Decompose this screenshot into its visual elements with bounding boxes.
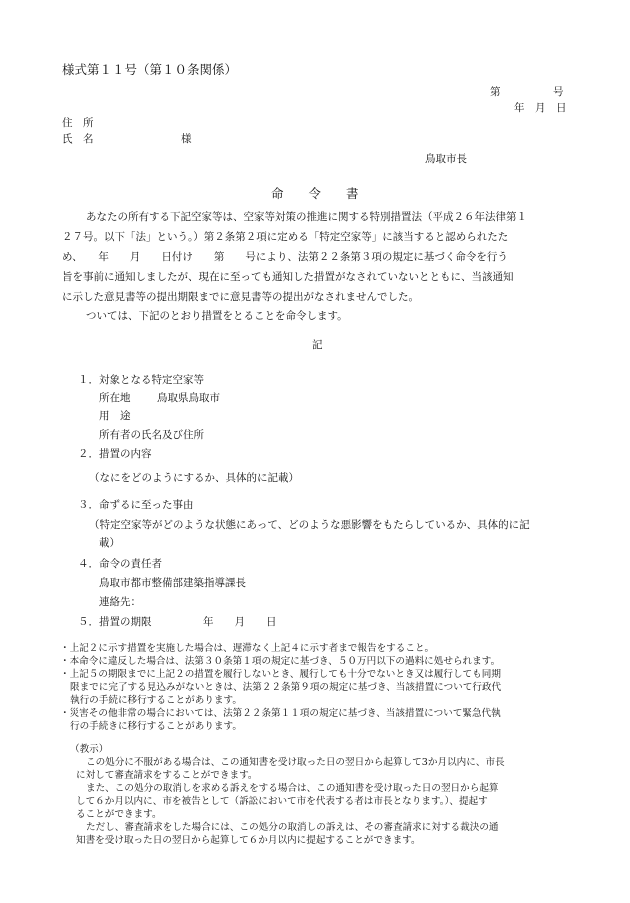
body-line-3: め、 年 月 日付け 第 号により、法第２２条第３項の規定に基づく命令を行う: [62, 251, 508, 263]
item-1-use-label: 用 途: [99, 410, 131, 422]
kyouji-p2-line-2: して６か月以内に、市を被告として（訴訟において市を代表する者は市長となります。）、提起す: [76, 796, 488, 807]
note-1: [60, 640, 434, 654]
bullet: ・: [60, 669, 70, 680]
body-line-2: ２７号。以下「法」という。）第２条第２項に定める「特定空家等」に該当すると認められたた: [62, 231, 509, 243]
item-4-heading: ４．命令の責任者: [78, 558, 162, 570]
item-2-heading: ２．措置の内容: [78, 448, 152, 460]
kyouji-p3-line-2: 知書を受け取った日の翌日から起算して６か月以内に提起することができます。: [76, 835, 421, 846]
page-title: 命 令 書: [271, 186, 359, 201]
item-2-note: （なにをどのようにするか、具体的に記載）: [89, 472, 299, 484]
item-3-heading: ３．命ずるに至った事由: [78, 499, 194, 511]
honorific: 様: [181, 133, 192, 145]
kyouji-p2-line-1: また、この処分の取消しを求める訴えをする場合は、この通知書を受け取った日の翌日から起算: [86, 783, 499, 794]
address-label: 住 所: [62, 117, 94, 129]
note-1-text: 上記２に示す措置を実施した場合は、遅滞なく上記４に示す者まで報告をすること。: [69, 643, 435, 654]
note-4-line-2: 行の手続きに移行することがあります。: [70, 721, 242, 732]
kyouji-p3-line-1: ただし、審査請求をした場合には、この処分の取消しの訴えは、その審査請求に対する裁決の通: [86, 822, 499, 833]
item-1-heading: １．対象となる特定空家等: [78, 374, 204, 386]
note-4-line-1: 災害その他非常の場合においては、法第２２条第１１項の規定に基づき、当該措置について緊急代執: [69, 708, 501, 719]
item-1-location-label: 所在地: [99, 392, 131, 404]
item-1-owner-label: 所有者の氏名及び住所: [99, 429, 204, 441]
ki-mark: 記: [312, 339, 323, 351]
note-4: [60, 705, 501, 719]
kyouji-label: （教示）: [70, 744, 109, 755]
item-3-note-line-2: 載）: [99, 537, 120, 549]
name-label: 氏 名: [62, 133, 94, 145]
bullet: ・: [60, 708, 70, 719]
form-header: 様式第１１号（第１０条関係）: [62, 62, 238, 77]
item-5-date: 年 月 日: [203, 616, 277, 628]
note-2: [60, 653, 500, 667]
document-number: 第 号: [490, 86, 564, 98]
body-line-1: あなたの所有する下記空家等は、空家等対策の推進に関する特別措置法（平成２６年法律第１: [86, 211, 527, 223]
note-3: [60, 666, 501, 680]
bullet: ・: [60, 656, 70, 667]
item-3-note-line-1: （特定空家等がどのような状態にあって、どのような悪影響をもたらしているか、具体的に記: [89, 519, 530, 531]
item-5-heading: ５．措置の期限: [78, 616, 152, 628]
note-3-line-1: 上記５の期限までに上記２の措置を履行しないとき、履行しても十分でないとき又は履行しても同期: [69, 669, 501, 680]
body-line-4: 旨を事前に通知しましたが、現在に至っても通知した措置がなされていないとともに、当該通知: [62, 271, 514, 283]
kyouji-p2-line-3: ることができます。: [76, 809, 162, 820]
item-4-person: 鳥取市都市整備部建築指導課長: [99, 577, 246, 589]
note-3-line-2: 限までに完了する見込みがないときは、法第２２条第９項の規定に基づき、当該措置について行政代: [70, 682, 502, 693]
bullet: ・: [60, 643, 70, 654]
item-4-contact: 連絡先：: [99, 596, 141, 608]
kyouji-p1-line-2: に対して審査請求をすることができます。: [76, 770, 258, 781]
body-line-5: に示した意見書等の提出期限までに意見書等の提出がなされませんでした。: [62, 291, 419, 303]
issuer: 鳥取市長: [425, 153, 467, 165]
item-1-location-value: 鳥取県鳥取市: [157, 392, 220, 404]
document-date: 年 月 日: [514, 102, 567, 114]
note-3-line-3: 執行の手続に移行することがあります。: [70, 695, 242, 706]
kyouji-p1-line-1: この処分に不服がある場合は、この通知書を受け取った日の翌日から起算して3か月以内に、市長: [86, 757, 505, 768]
note-2-text: 本命令に違反した場合は、法第３０条第１項の規定に基づき、５０万円以下の過料に処せられます。: [69, 656, 501, 667]
body-line-6: ついては、下記のとおり措置をとることを命令します。: [86, 310, 348, 322]
